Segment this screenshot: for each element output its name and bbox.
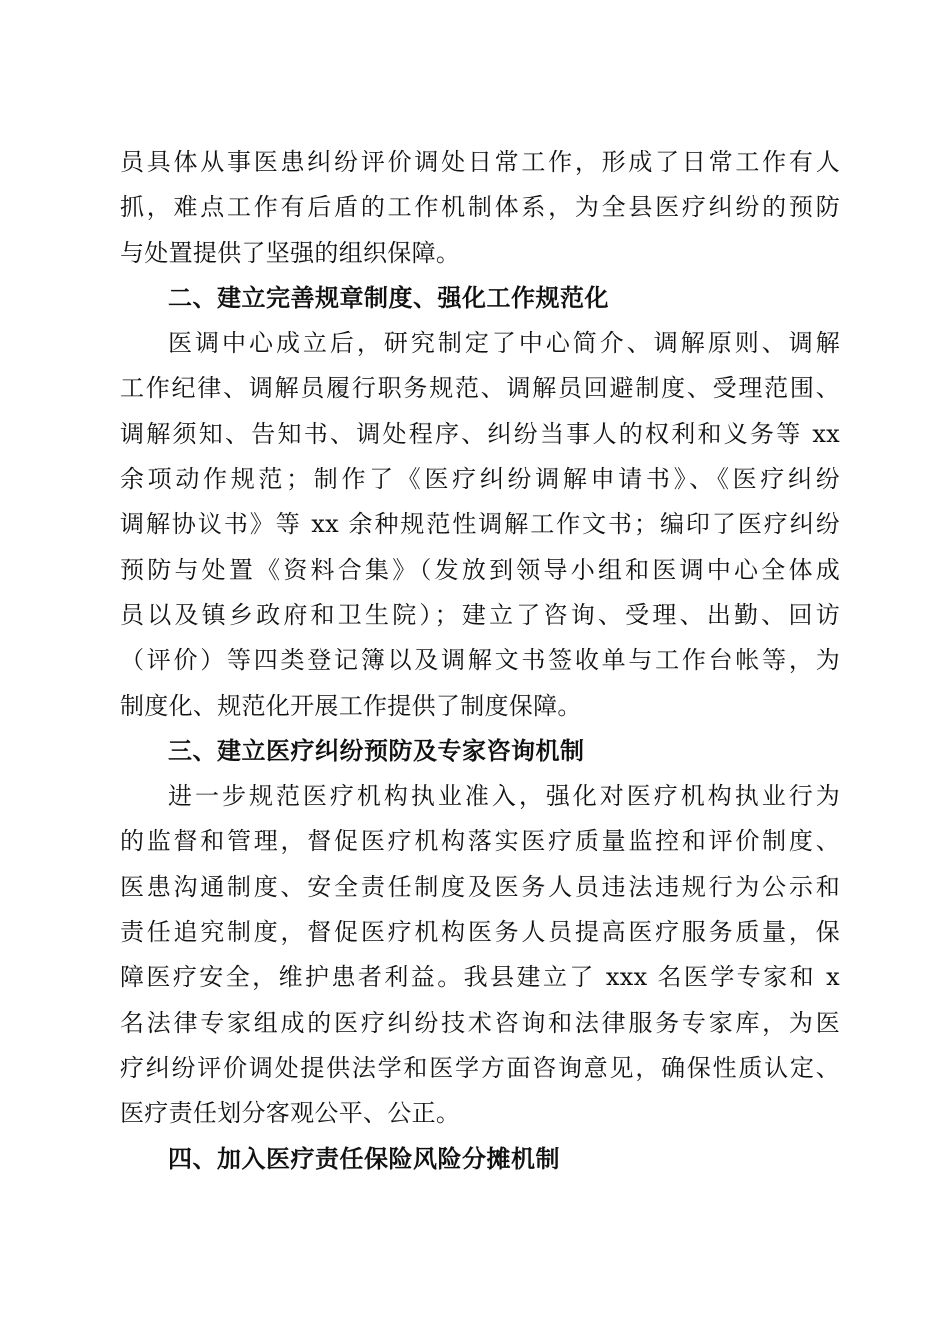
- paragraph-line: 与处置提供了坚强的组织保障。: [120, 238, 461, 267]
- paragraph-line: 医疗责任划分客观公平、公正。: [120, 1099, 461, 1128]
- paragraph-line: 制度化、规范化开展工作提供了制度保障。: [120, 691, 582, 720]
- section-heading-3: 三、建立医疗纠纷预防及专家咨询机制: [168, 736, 585, 765]
- paragraph-line: 调解须知、告知书、调处程序、纠纷当事人的权利和义务等 xx: [120, 419, 840, 448]
- paragraph-1: [120, 140, 840, 276]
- paragraph-line: 工作纪律、调解员履行职务规范、调解员回避制度、受理范围、: [120, 374, 840, 403]
- paragraph-line: 疗纠纷评价调处提供法学和医学方面咨询意见，确保性质认定、: [120, 1053, 840, 1082]
- paragraph-line: 预防与处置《资料合集》（发放到领导小组和医调中心全体成: [120, 555, 840, 584]
- paragraph-line: 的监督和管理，督促医疗机构落实医疗质量监控和评价制度、: [120, 827, 840, 856]
- paragraph-line: 障医疗安全，维护患者利益。我县建立了 xxx 名医学专家和 x: [120, 963, 840, 992]
- paragraph-line: 抓，难点工作有后盾的工作机制体系，为全县医疗纠纷的预防: [120, 193, 840, 222]
- paragraph-2: [120, 321, 840, 729]
- paragraph-line: 责任追究制度，督促医疗机构医务人员提高医疗服务质量，保: [120, 918, 840, 947]
- section-heading-2: 二、建立完善规章制度、强化工作规范化: [168, 283, 609, 312]
- paragraph-line: 名法律专家组成的医疗纠纷技术咨询和法律服务专家库，为医: [120, 1008, 840, 1037]
- paragraph-line: 医患沟通制度、安全责任制度及医务人员违法违规行为公示和: [120, 872, 840, 901]
- paragraph-line: （评价）等四类登记簿以及调解文书签收单与工作台帐等，为: [120, 646, 840, 675]
- paragraph-line: 余项动作规范；制作了《医疗纠纷调解申请书》、《医疗纠纷: [120, 465, 840, 494]
- paragraph-line: 医调中心成立后，研究制定了中心简介、调解原则、调解: [168, 329, 840, 358]
- paragraph-line: 进一步规范医疗机构执业准入，强化对医疗机构执业行为: [168, 782, 840, 811]
- paragraph-line: 员具体从事医患纠纷评价调处日常工作，形成了日常工作有人: [120, 148, 840, 176]
- section-heading-4: 四、加入医疗责任保险风险分摊机制: [168, 1144, 560, 1173]
- paragraph-line: 员以及镇乡政府和卫生院）；建立了咨询、受理、出勤、回访: [120, 600, 840, 629]
- paragraph-3: [120, 774, 840, 1136]
- paragraph-line: 调解协议书》等 xx 余种规范性调解工作文书；编印了医疗纠纷: [120, 510, 840, 539]
- document-body: [120, 140, 840, 1182]
